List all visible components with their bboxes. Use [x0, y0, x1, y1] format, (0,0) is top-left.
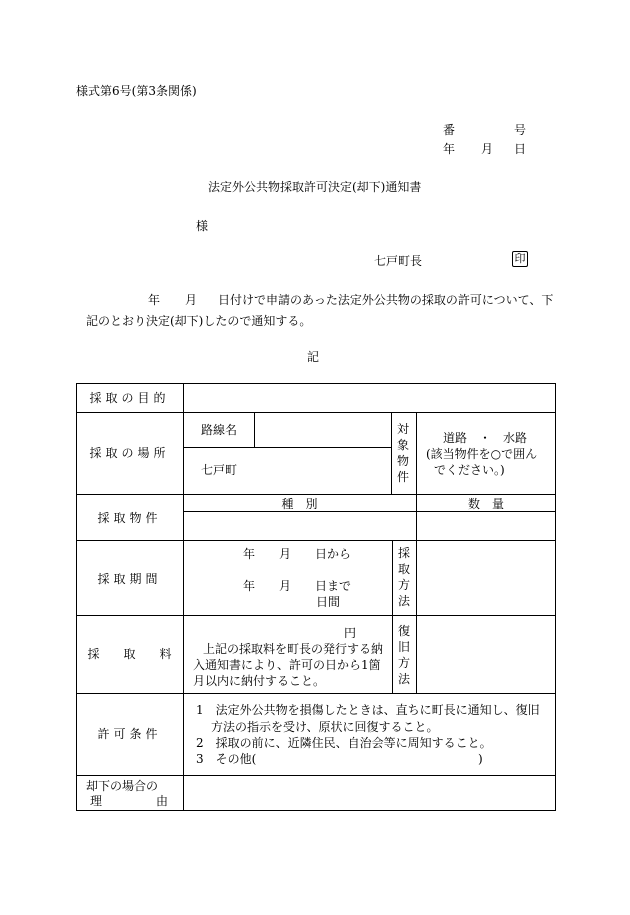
ki-heading: 記 — [307, 350, 320, 364]
condition-3: 3 その他( — [196, 752, 257, 766]
target-label — [391, 421, 415, 485]
date-month-label: 月 — [481, 142, 494, 156]
method-char: 方 — [397, 578, 410, 592]
route-name-label: 路線名 — [201, 423, 238, 437]
table-border-bottom — [76, 810, 556, 811]
restore-col-divider-right — [416, 615, 417, 693]
target-char: 対 — [396, 422, 409, 436]
method-char: 取 — [397, 562, 410, 576]
target-col-divider-right — [416, 412, 417, 494]
fee-text-2: 入通知書により、許可の日から1箇 — [193, 658, 381, 672]
period-label: 採取期間 — [97, 572, 162, 586]
period-days: 日間 — [316, 595, 341, 609]
fee-label: 採 取 料 — [87, 647, 172, 661]
conditions-label: 許可条件 — [97, 727, 162, 741]
body-text-line-2: 記のとおり決定(却下)したので通知する。 — [86, 314, 312, 328]
date-year-label: 年 — [443, 142, 456, 156]
body-month-label: 月 — [185, 293, 198, 307]
reject-label-2b: 由 — [156, 794, 169, 808]
number-suffix: 号 — [514, 123, 527, 137]
addressee-suffix: 様 — [196, 219, 209, 233]
date-day-label: 日 — [514, 142, 527, 156]
seal-stamp: 印 — [512, 251, 528, 267]
row-divider — [76, 615, 556, 616]
row-divider — [76, 693, 556, 694]
restore-char: 復 — [397, 624, 410, 638]
target-char: 件 — [396, 470, 409, 484]
fee-text-3: 月以内に納付すること。 — [193, 674, 326, 688]
condition-2: 2 採取の前に、近隣住民、自治会等に周知すること。 — [196, 736, 492, 750]
condition-1b: 方法の指示を受け、原状に回復すること。 — [211, 720, 439, 734]
target-options: 道路 ・ 水路 — [443, 431, 528, 445]
reject-label-2a: 理 — [90, 794, 103, 808]
reject-label-1: 却下の場合の — [86, 779, 159, 793]
method-char: 採 — [397, 546, 410, 560]
form-number: 様式第6号(第3条関係) — [76, 84, 197, 98]
target-note-1: (該当物件を○で囲ん — [426, 447, 538, 461]
row-divider — [76, 494, 556, 495]
restore-char: 旧 — [397, 640, 410, 654]
row-divider — [76, 412, 556, 413]
row-divider — [76, 775, 556, 776]
method-col-divider-right — [416, 540, 417, 615]
table-border-top — [76, 383, 556, 384]
purpose-label: 採取の目的 — [89, 391, 170, 405]
document-title: 法定外公共物採取許可決定(却下)通知書 — [208, 180, 422, 194]
fee-yen: 円 — [344, 626, 357, 640]
period-to: 年 月 日まで — [243, 579, 352, 593]
item-header-divider — [183, 511, 556, 512]
permit-table — [76, 383, 556, 811]
restore-char: 方 — [397, 656, 410, 670]
number-label: 番 — [443, 123, 456, 137]
restore-method-label — [392, 623, 416, 687]
route-name-divider — [254, 412, 255, 447]
body-text-line-1: 日付けで申請のあった法定外公共物の採取の許可について、下 — [218, 293, 554, 307]
quantity-header: 数 量 — [467, 497, 504, 511]
method-label — [392, 545, 416, 609]
town-name: 七戸町 — [201, 463, 238, 477]
restore-char: 法 — [397, 672, 410, 686]
target-note-2: でください。) — [434, 463, 505, 477]
method-char: 法 — [397, 594, 410, 608]
table-border-right — [555, 383, 556, 811]
fee-text-1: 上記の採取料を町長の発行する納 — [203, 642, 384, 656]
route-row-divider — [183, 447, 391, 448]
place-label: 採取の場所 — [89, 446, 170, 460]
target-char: 象 — [396, 438, 409, 452]
sender-name: 七戸町長 — [374, 254, 423, 268]
body-year-label: 年 — [148, 293, 161, 307]
target-char: 物 — [396, 454, 409, 468]
condition-3-close: ) — [478, 752, 483, 766]
condition-1a: 1 法定外公共物を損傷したときは、直ちに町長に通知し、復旧 — [196, 703, 540, 717]
label-column-divider — [183, 383, 184, 811]
row-divider — [76, 540, 556, 541]
type-header: 種 別 — [281, 497, 318, 511]
period-from: 年 月 日から — [243, 547, 352, 561]
item-label: 採取物件 — [97, 511, 162, 525]
